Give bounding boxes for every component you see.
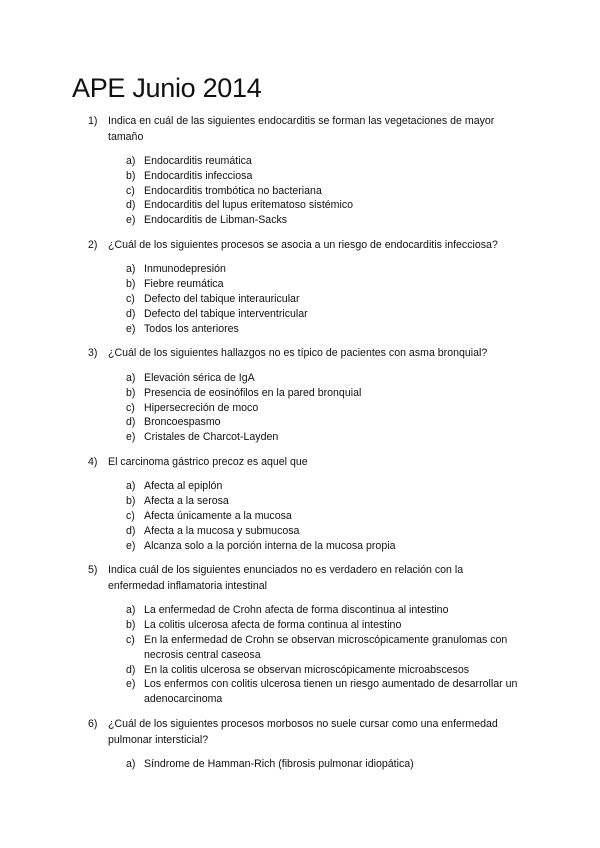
answer-letter: d) bbox=[126, 524, 136, 537]
answer-text: En la enfermedad de Crohn se observan microscópicamente granulomas con necrosis central caseosa bbox=[144, 634, 508, 661]
answer-letter: e) bbox=[126, 431, 136, 444]
answer-letter: c) bbox=[126, 184, 135, 197]
answer-letter: a) bbox=[126, 480, 136, 493]
answer-text: Alcanza solo a la porción interna de la mucosa propia bbox=[144, 539, 396, 552]
answer-letter: e) bbox=[126, 214, 136, 227]
question-text: Indica cuál de los siguientes enunciados no es verdadero en relación con la enfermedad inflamatoria intestinal bbox=[108, 564, 464, 592]
answer-option bbox=[0, 494, 600, 509]
answer-option bbox=[0, 430, 600, 445]
answer-text: Inmunodepresión bbox=[144, 263, 226, 276]
answer-option bbox=[0, 277, 600, 292]
question-text: El carcinoma gástrico precoz es aquel que bbox=[108, 455, 308, 468]
answer-text: Síndrome de Hamman-Rich (fibrosis pulmonar idiopática) bbox=[144, 758, 414, 771]
question-number: 5) bbox=[88, 564, 98, 577]
answer-option bbox=[0, 262, 600, 277]
answer-option bbox=[0, 198, 600, 213]
answer-letter: b) bbox=[126, 386, 136, 399]
answer-text: Elevación sérica de IgA bbox=[144, 371, 255, 384]
answer-letter: a) bbox=[126, 758, 136, 771]
answer-option bbox=[0, 633, 600, 663]
answer-option bbox=[0, 371, 600, 386]
question-list bbox=[0, 114, 600, 782]
question-row bbox=[0, 455, 600, 471]
question-row bbox=[0, 114, 600, 145]
answer-text: Afecta a la mucosa y submucosa bbox=[144, 524, 300, 537]
answer-text: Defecto del tabique interauricular bbox=[144, 293, 300, 306]
answer-letter: a) bbox=[126, 155, 136, 167]
question-row bbox=[0, 238, 600, 254]
answer-list bbox=[0, 603, 600, 707]
answer-list bbox=[0, 154, 600, 228]
answer-letter: b) bbox=[126, 619, 136, 632]
answer-option bbox=[0, 154, 600, 169]
answer-text: Endocarditis trombótica no bacteriana bbox=[144, 184, 322, 197]
answer-text: Todos los anteriores bbox=[144, 322, 239, 335]
question-item bbox=[0, 114, 600, 228]
question-number: 2) bbox=[88, 238, 98, 251]
answer-option bbox=[0, 184, 600, 199]
answer-option bbox=[0, 322, 600, 337]
answer-text: Fiebre reumática bbox=[144, 278, 224, 291]
answer-text: Endocarditis del lupus eritematoso sistémico bbox=[144, 199, 354, 212]
answer-text: Endocarditis reumática bbox=[144, 155, 252, 167]
answer-letter: b) bbox=[126, 495, 136, 508]
answer-option bbox=[0, 213, 600, 228]
answer-option bbox=[0, 386, 600, 401]
question-item bbox=[0, 346, 600, 444]
answer-text: Hipersecreción de moco bbox=[144, 401, 259, 414]
answer-letter: c) bbox=[126, 634, 135, 647]
answer-option bbox=[0, 539, 600, 554]
answer-text: Afecta únicamente a la mucosa bbox=[144, 510, 292, 523]
answer-text: Afecta al epiplón bbox=[144, 480, 223, 493]
question-row bbox=[0, 563, 600, 594]
question-number: 6) bbox=[88, 718, 98, 731]
answer-letter: d) bbox=[126, 199, 136, 212]
question-row bbox=[0, 717, 600, 748]
answer-option bbox=[0, 677, 600, 707]
answer-letter: b) bbox=[126, 278, 136, 291]
answer-letter: e) bbox=[126, 539, 136, 552]
question-item bbox=[0, 455, 600, 553]
answer-text: Afecta a la serosa bbox=[144, 495, 229, 508]
answer-letter: d) bbox=[126, 307, 136, 320]
question-text: Indica en cuál de las siguientes endocarditis se forman las vegetaciones de mayor tamaño bbox=[108, 115, 495, 143]
page-title: APE Junio 2014 bbox=[72, 73, 262, 103]
question-item bbox=[0, 238, 600, 336]
answer-list bbox=[0, 262, 600, 336]
answer-option bbox=[0, 307, 600, 322]
answer-option bbox=[0, 292, 600, 307]
answer-list bbox=[0, 371, 600, 445]
answer-option bbox=[0, 415, 600, 430]
question-number: 4) bbox=[88, 455, 98, 468]
answer-option bbox=[0, 509, 600, 524]
answer-option bbox=[0, 169, 600, 184]
answer-letter: d) bbox=[126, 416, 136, 429]
answer-list bbox=[0, 757, 600, 772]
answer-letter: e) bbox=[126, 678, 136, 691]
answer-text: Endocarditis de Libman-Sacks bbox=[144, 214, 288, 227]
answer-option bbox=[0, 757, 600, 772]
question-text: ¿Cuál de los siguientes procesos se asocia a un riesgo de endocarditis infecciosa? bbox=[108, 238, 498, 251]
question-text: ¿Cuál de los siguientes procesos morbosos no suele cursar como una enfermedad pulmonar intersticial? bbox=[108, 718, 498, 746]
answer-option bbox=[0, 603, 600, 618]
answer-text: La enfermedad de Crohn afecta de forma discontinua al intestino bbox=[144, 604, 449, 617]
answer-text: Defecto del tabique interventricular bbox=[144, 307, 308, 320]
answer-letter: a) bbox=[126, 263, 136, 276]
answer-text: En la colitis ulcerosa se observan microscópicamente microabscesos bbox=[144, 663, 470, 676]
answer-letter: c) bbox=[126, 510, 135, 523]
answer-text: Los enfermos con colitis ulcerosa tienen un riesgo aumentado de desarrollar un adenocarcinoma bbox=[144, 678, 518, 706]
question-text: ¿Cuál de los siguientes hallazgos no es típico de pacientes con asma bronquial? bbox=[108, 347, 488, 360]
answer-list bbox=[0, 479, 600, 553]
question-number: 3) bbox=[88, 347, 98, 360]
answer-letter: a) bbox=[126, 371, 136, 384]
answer-text: Endocarditis infecciosa bbox=[144, 169, 253, 182]
answer-option bbox=[0, 524, 600, 539]
answer-text: Cristales de Charcot-Layden bbox=[144, 431, 279, 444]
answer-option bbox=[0, 618, 600, 633]
answer-letter: c) bbox=[126, 293, 135, 306]
question-row bbox=[0, 346, 600, 362]
answer-text: Presencia de eosinófilos en la pared bronquial bbox=[144, 386, 362, 399]
answer-option bbox=[0, 479, 600, 494]
answer-option bbox=[0, 663, 600, 678]
question-item bbox=[0, 717, 600, 772]
answer-text: La colitis ulcerosa afecta de forma continua al intestino bbox=[144, 619, 402, 632]
question-item bbox=[0, 563, 600, 707]
answer-option bbox=[0, 401, 600, 416]
answer-letter: a) bbox=[126, 604, 136, 617]
answer-text: Broncoespasmo bbox=[144, 416, 221, 429]
answer-letter: c) bbox=[126, 401, 135, 414]
answer-letter: d) bbox=[126, 663, 136, 676]
answer-letter: b) bbox=[126, 169, 136, 182]
question-number: 1) bbox=[88, 115, 98, 127]
answer-letter: e) bbox=[126, 322, 136, 335]
